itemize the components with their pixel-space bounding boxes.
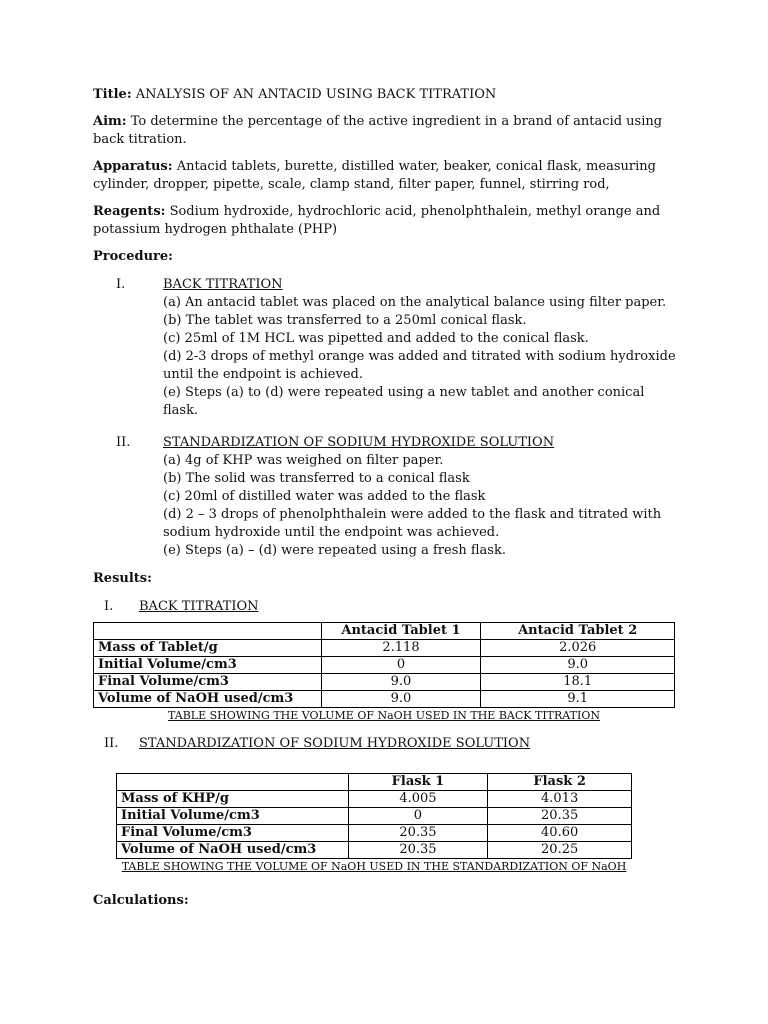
procedure-step: (c) 25ml of 1M HCL was pipetted and added to the conical flask. [163, 331, 589, 346]
row-label: Initial Volume/cm3 [94, 657, 322, 674]
aim-label: Aim: [93, 114, 127, 129]
apparatus-label: Apparatus: [93, 159, 173, 174]
results-section-back-titration [93, 598, 683, 618]
table-cell: 20.35 [348, 825, 488, 842]
table-row [94, 640, 675, 657]
table-corner-cell [94, 623, 322, 640]
table-cell: 9.0 [321, 691, 481, 708]
row-label: Volume of NaOH used/cm3 [117, 842, 349, 859]
procedure-step: (a) An antacid tablet was placed on the analytical balance using filter paper. [163, 295, 667, 310]
table-row [94, 691, 675, 708]
title-text: ANALYSIS OF AN ANTACID USING BACK TITRATION [135, 87, 497, 102]
title-label: Title: [93, 87, 132, 102]
results-section-numeral: I. [104, 599, 114, 614]
column-header: Flask 1 [348, 774, 488, 791]
table-row [117, 791, 632, 808]
table-cell: 40.60 [488, 825, 632, 842]
row-label: Final Volume/cm3 [117, 825, 349, 842]
apparatus-text: Antacid tablets, burette, distilled water, beaker, conical flask, measuring cylinder, dropper, pipette, scale, clamp stand, filter paper, funnel, stirring rod, [93, 159, 656, 192]
table-cell: 20.35 [348, 842, 488, 859]
table-cell: 9.0 [321, 674, 481, 691]
table-cell: 9.1 [481, 691, 675, 708]
procedure-step: (e) Steps (a) to (d) were repeated using a new tablet and another conical flask. [163, 385, 645, 418]
procedure-step: (c) 20ml of distilled water was added to the flask [163, 489, 486, 504]
procedure-step: (b) The solid was transferred to a conical flask [163, 471, 470, 486]
procedure-section-back-titration [93, 276, 683, 420]
table-header-row [94, 623, 675, 640]
aim-text: To determine the percentage of the active ingredient in a brand of antacid using back titration. [93, 114, 663, 147]
results-section-numeral: II. [104, 736, 119, 751]
results-section-title: BACK TITRATION [139, 599, 259, 614]
results-heading: Results: [93, 571, 152, 586]
row-label: Mass of Tablet/g [94, 640, 322, 657]
procedure-step: (a) 4g of KHP was weighed on filter paper. [163, 453, 444, 468]
table-cell: 0 [348, 808, 488, 825]
row-label: Mass of KHP/g [117, 791, 349, 808]
calculations-heading: Calculations: [93, 893, 189, 908]
procedure-step: (e) Steps (a) – (d) were repeated using a fresh flask. [163, 543, 506, 558]
table-row [94, 674, 675, 691]
results-section-title: STANDARDIZATION OF SODIUM HYDROXIDE SOLUTION [139, 736, 531, 751]
table-cell: 18.1 [481, 674, 675, 691]
table-cell: 4.013 [488, 791, 632, 808]
back-titration-table [93, 622, 675, 708]
procedure-section-standardization [93, 434, 683, 560]
title-line [93, 86, 683, 104]
procedure-section-numeral: I. [116, 277, 126, 292]
procedure-section-title: BACK TITRATION [163, 277, 283, 292]
procedure-step: (d) 2-3 drops of methyl orange was added and titrated with sodium hydroxide until the endpoint is achieved. [163, 349, 676, 382]
table-header-row [117, 774, 632, 791]
row-label: Volume of NaOH used/cm3 [94, 691, 322, 708]
table-cell: 20.35 [488, 808, 632, 825]
table-corner-cell [117, 774, 349, 791]
reagents-text: Sodium hydroxide, hydrochloric acid, phenolphthalein, methyl orange and potassium hydrogen phthalate (PHP) [93, 204, 661, 237]
column-header: Flask 2 [488, 774, 632, 791]
back-titration-table-caption: TABLE SHOWING THE VOLUME OF NaOH USED IN THE BACK TITRATION [168, 709, 600, 722]
procedure-heading: Procedure: [93, 249, 173, 264]
reagents-label: Reagents: [93, 204, 166, 219]
table-row [94, 657, 675, 674]
row-label: Initial Volume/cm3 [117, 808, 349, 825]
column-header: Antacid Tablet 1 [321, 623, 481, 640]
row-label: Final Volume/cm3 [94, 674, 322, 691]
table-cell: 2.026 [481, 640, 675, 657]
results-section-standardization [93, 735, 683, 755]
standardization-table-caption: TABLE SHOWING THE VOLUME OF NaOH USED IN THE STANDARDIZATION OF NaOH [121, 860, 627, 873]
table-cell: 2.118 [321, 640, 481, 657]
apparatus-paragraph [93, 158, 683, 194]
table-row [117, 808, 632, 825]
procedure-section-numeral: II. [116, 435, 131, 450]
table-cell: 0 [321, 657, 481, 674]
procedure-section-title: STANDARDIZATION OF SODIUM HYDROXIDE SOLUTION [163, 435, 555, 450]
table-cell: 4.005 [348, 791, 488, 808]
document-page [93, 86, 683, 920]
table-cell: 9.0 [481, 657, 675, 674]
table-cell: 20.25 [488, 842, 632, 859]
standardization-table [116, 773, 632, 859]
reagents-paragraph [93, 203, 683, 239]
aim-paragraph [93, 113, 683, 149]
column-header: Antacid Tablet 2 [481, 623, 675, 640]
table-row [117, 842, 632, 859]
procedure-step: (d) 2 – 3 drops of phenolphthalein were added to the flask and titrated with sodium hydroxide until the endpoint was achieved. [163, 507, 662, 540]
table-row [117, 825, 632, 842]
procedure-step: (b) The tablet was transferred to a 250ml conical flask. [163, 313, 527, 328]
